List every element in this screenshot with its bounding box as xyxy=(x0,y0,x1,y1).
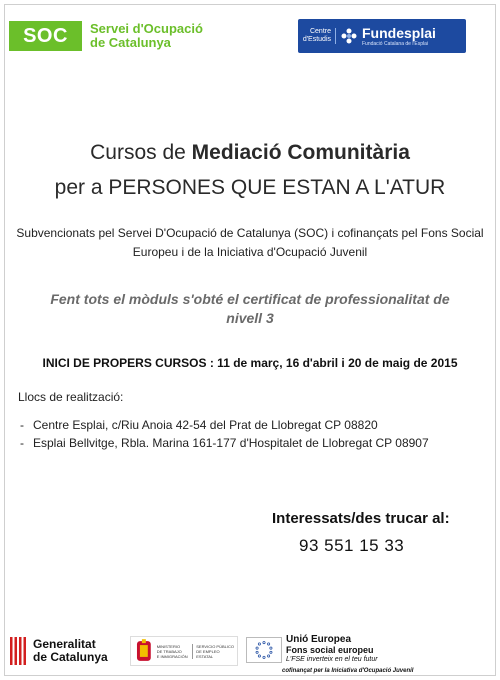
fundesplai-centre-line1: Centre xyxy=(309,28,331,35)
sepe-line1: SERVICIO PÚBLICO xyxy=(196,643,234,649)
sepe-text xyxy=(192,644,237,659)
location-item xyxy=(20,436,429,450)
eu-line1: Unió Europea xyxy=(286,634,352,645)
course-title xyxy=(0,141,500,165)
eu-text xyxy=(286,634,378,664)
certificate-line2: nivell 3 xyxy=(226,310,274,326)
ministry-line2: DE TRABAJO xyxy=(156,648,182,654)
subsidy-line1: Subvencionats pel Servei D'Ocupació de Catalunya (SOC) i cofinançats pel Fons Social xyxy=(16,226,484,240)
eu-flag-icon xyxy=(246,637,282,663)
senyera-flag-icon xyxy=(9,637,27,665)
generalitat-line1: Generalitat xyxy=(33,637,96,651)
fundesplai-title: Fundesplai xyxy=(362,24,436,41)
ministry-text xyxy=(157,644,189,659)
soc-logo xyxy=(9,19,249,53)
subsidy-line2: Europeu i de la Iniciativa d'Ocupació Juvenil xyxy=(132,245,368,259)
subsidy-text xyxy=(0,224,500,262)
contact-label: Interessats/des trucar al: xyxy=(272,510,450,527)
location-item xyxy=(20,418,378,432)
poster-page xyxy=(4,4,496,676)
list-dash: - xyxy=(20,418,24,432)
locations-heading: Llocs de realització: xyxy=(18,390,124,404)
certificate-text xyxy=(0,290,500,328)
soc-logo-text xyxy=(90,22,203,50)
certificate-line1: Fent tots el mòduls s'obté el certificat de professionalitat de xyxy=(50,291,450,307)
fundesplai-name xyxy=(362,26,436,47)
course-audience: per a PERSONES QUE ESTAN A L'ATUR xyxy=(54,176,446,199)
course-title-bold: Mediació Comunitària xyxy=(191,141,410,164)
fundesplai-centre-line2: d'Estudis xyxy=(302,36,331,43)
eu-line2: Fons social europeu xyxy=(286,645,374,655)
start-dates: INICI DE PROPERS CURSOS : 11 de març, 16 d'abril i 20 de maig de 2015 xyxy=(42,356,458,370)
generalitat-line2: de Catalunya xyxy=(33,650,108,664)
list-dash: - xyxy=(20,436,24,450)
fundesplai-flower-icon xyxy=(340,27,358,45)
eu-line3: L'FSE inverteix en el teu futur xyxy=(286,656,378,663)
soc-logo-line1: Servei d'Ocupació xyxy=(90,21,203,36)
location-text: Esplai Bellvitge, Rbla. Marina 161-177 d'Hospitalet de Llobregat CP 08907 xyxy=(33,436,429,450)
ministry-line1: MINISTERIO xyxy=(156,643,181,649)
soc-logo-badge: SOC xyxy=(9,21,82,51)
fundesplai-centre-label xyxy=(298,28,336,44)
sepe-line2: DE EMPLEO ESTATAL xyxy=(196,648,220,659)
spain-coat-of-arms-icon xyxy=(135,639,153,663)
ministry-line3: E INMIGRACIÓN xyxy=(156,653,188,659)
fundesplai-subtitle: Fundació Catalana de l'Esplai xyxy=(362,40,428,47)
eu-youth-initiative: cofinançat per la Iniciativa d'Ocupació Juvenil xyxy=(282,668,414,674)
location-text: Centre Esplai, c/Riu Anoia 42-54 del Prat de Llobregat CP 08820 xyxy=(33,418,378,432)
course-title-prefix: Cursos de xyxy=(90,141,192,164)
generalitat-logo xyxy=(9,634,108,668)
ministry-logo xyxy=(130,636,238,666)
soc-logo-line2: de Catalunya xyxy=(90,35,171,50)
contact-phone: 93 551 15 33 xyxy=(299,536,405,555)
fundesplai-logo xyxy=(298,19,466,53)
generalitat-text xyxy=(33,638,108,664)
